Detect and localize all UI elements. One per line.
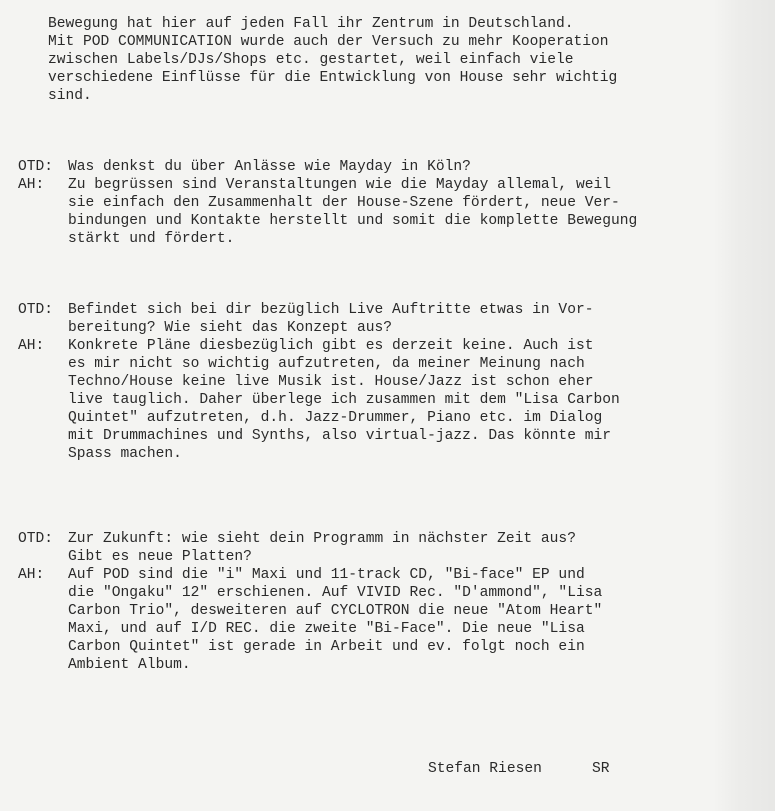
answer-speaker: AH: [18, 567, 45, 583]
page-edge-bleed [713, 0, 775, 811]
answer-text: Zu begrüssen sind Veranstaltungen wie die Mayday allemal, weil sie einfach den Zusammenhalt der House-Szene fördert, neue Ver- bindungen und Kontakte herstellt und somit die komplette Bewegung stärkt und fördert. [68, 177, 638, 247]
question-speaker: OTD: [18, 302, 54, 318]
question-row [18, 530, 602, 566]
question-text: Befindet sich bei dir bezüglich Live Auftritte etwas in Vor- bereitung? Wie sieht das Konzept aus? [68, 302, 594, 336]
answer-row [18, 176, 637, 248]
question-speaker: OTD: [18, 531, 54, 547]
qa-block-mayday [18, 158, 637, 248]
question-speaker: OTD: [18, 159, 54, 175]
answer-text: Konkrete Pläne diesbezüglich gibt es derzeit keine. Auch ist es mir nicht so wichtig aufzutreten, da meiner Meinung nach Techno/House keine live Musik ist. House/Jazz ist schon eher live tauglich. Daher überlege ich zusammen mit dem "Lisa Carbon Quintet" aufzutreten, d.h. Jazz-Drummer, Piano etc. im Dialog mit Drummachines und Synths, also virtual-jazz. Das könnte mir Spass machen. [68, 338, 620, 462]
question-row [18, 158, 637, 176]
answer-speaker: AH: [18, 338, 45, 354]
author-name: Stefan Riesen [428, 761, 542, 777]
answer-row [18, 337, 620, 463]
qa-block-live [18, 301, 620, 463]
answer-speaker: AH: [18, 177, 45, 193]
qa-block-future [18, 530, 602, 674]
intro-paragraph: Bewegung hat hier auf jeden Fall ihr Zentrum in Deutschland. Mit POD COMMUNICATION wurde auch der Versuch zu mehr Kooperation zwischen Labels/DJs/Shops etc. gestartet, weil einfach viele verschiedene Einflüsse für die Entwicklung von House sehr wichtig sind. [48, 16, 618, 104]
answer-text: Auf POD sind die "i" Maxi und 11-track CD, "Bi-face" EP und die "Ongaku" 12" erschienen. Auf VIVID Rec. "D'ammond", "Lisa Carbon Trio", desweiteren auf CYCLOTRON die neue "Atom Heart" Maxi, und auf I/D REC. die zweite "Bi-Face". Die neue "Lisa Carbon Quintet" ist gerade in Arbeit und ev. folgt noch ein Ambient Album. [68, 567, 603, 673]
question-row [18, 301, 620, 337]
question-text: Was denkst du über Anlässe wie Mayday in Köln? [68, 159, 471, 175]
author-initials: SR [592, 761, 610, 777]
question-text: Zur Zukunft: wie sieht dein Programm in nächster Zeit aus? Gibt es neue Platten? [68, 531, 576, 565]
answer-row [18, 566, 602, 674]
